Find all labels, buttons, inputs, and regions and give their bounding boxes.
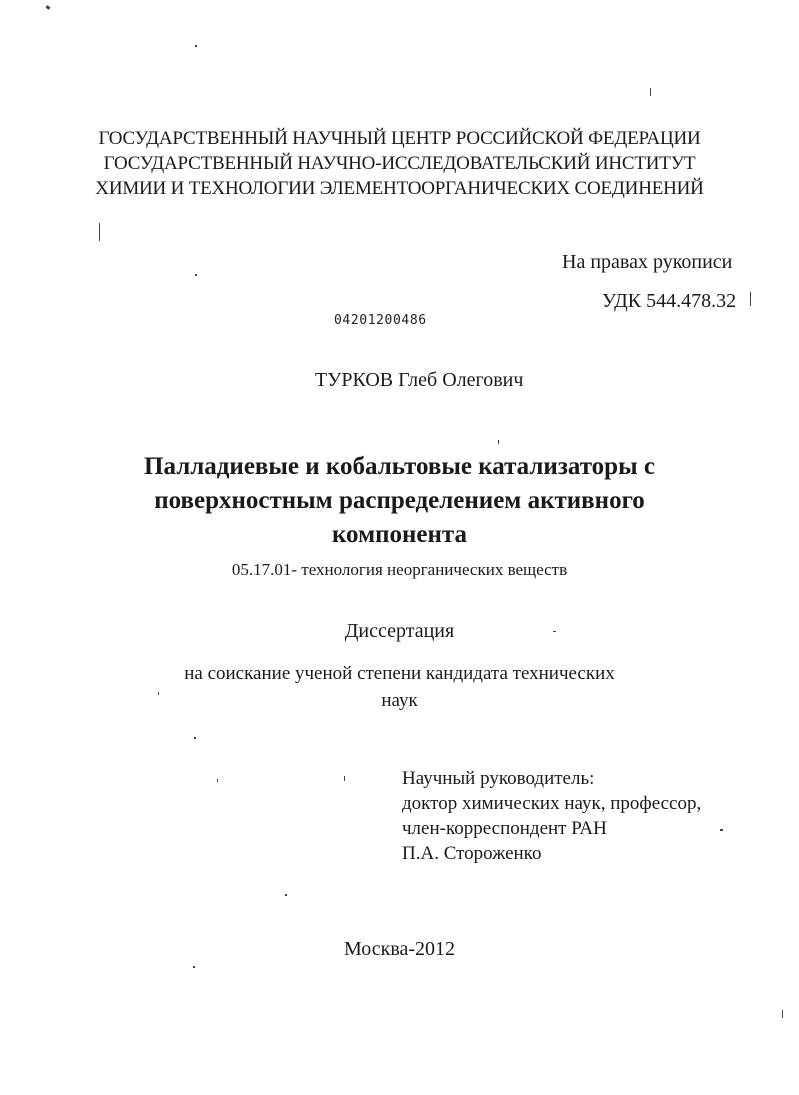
supervisor-line: П.А. Стороженко bbox=[402, 843, 542, 864]
supervisor-block bbox=[402, 766, 701, 866]
scan-speck bbox=[217, 779, 218, 782]
scan-speck bbox=[46, 5, 51, 10]
institution-header bbox=[0, 126, 799, 201]
institution-line: ХИМИИ И ТЕХНОЛОГИИ ЭЛЕМЕНТООРГАНИЧЕСКИХ СОЕДИНЕНИЙ bbox=[95, 178, 704, 199]
author-name: ТУРКОВ Глеб Олегович bbox=[315, 369, 524, 391]
dissertation-title bbox=[0, 450, 799, 552]
scan-speck bbox=[498, 440, 499, 444]
degree-statement bbox=[0, 660, 799, 714]
supervisor-line: доктор химических наук, профессор, bbox=[402, 793, 702, 814]
institution-line: ГОСУДАРСТВЕННЫЙ НАУЧНО-ИССЛЕДОВАТЕЛЬСКИЙ ИНСТИТУТ bbox=[103, 153, 696, 174]
supervisor-label: Научный руководитель: bbox=[402, 768, 595, 789]
degree-line: на соискание ученой степени кандидата технических bbox=[184, 663, 615, 684]
title-line: компонента bbox=[331, 521, 468, 548]
manuscript-rights-note: На правах рукописи bbox=[562, 251, 733, 273]
scan-speck bbox=[344, 776, 345, 781]
city-year: Москва-2012 bbox=[343, 938, 456, 960]
title-line: Палладиевые и кобальтовые катализаторы с bbox=[144, 453, 655, 480]
scan-speck bbox=[99, 223, 100, 241]
scan-speck bbox=[650, 88, 651, 96]
scan-speck bbox=[193, 966, 195, 968]
title-line: поверхностным распределением активного bbox=[154, 487, 645, 514]
specialty-code: 05.17.01- технология неорганических веществ bbox=[231, 560, 568, 579]
supervisor-line: член-корреспондент РАН bbox=[402, 818, 607, 839]
scan-speck bbox=[194, 737, 196, 739]
registration-number: 04201200486 bbox=[334, 313, 427, 328]
document-type: Диссертация bbox=[344, 620, 455, 642]
scan-speck bbox=[195, 45, 197, 47]
scan-speck bbox=[720, 829, 723, 831]
udk-code: УДК 544.478.32 bbox=[602, 290, 737, 312]
scan-speck bbox=[285, 894, 287, 896]
institution-line: ГОСУДАРСТВЕННЫЙ НАУЧНЫЙ ЦЕНТР РОССИЙСКОЙ ФЕДЕРАЦИИ bbox=[98, 128, 701, 149]
scan-speck bbox=[750, 292, 751, 306]
scan-speck bbox=[195, 274, 197, 276]
degree-line: наук bbox=[381, 690, 418, 711]
scan-speck bbox=[782, 1010, 783, 1018]
